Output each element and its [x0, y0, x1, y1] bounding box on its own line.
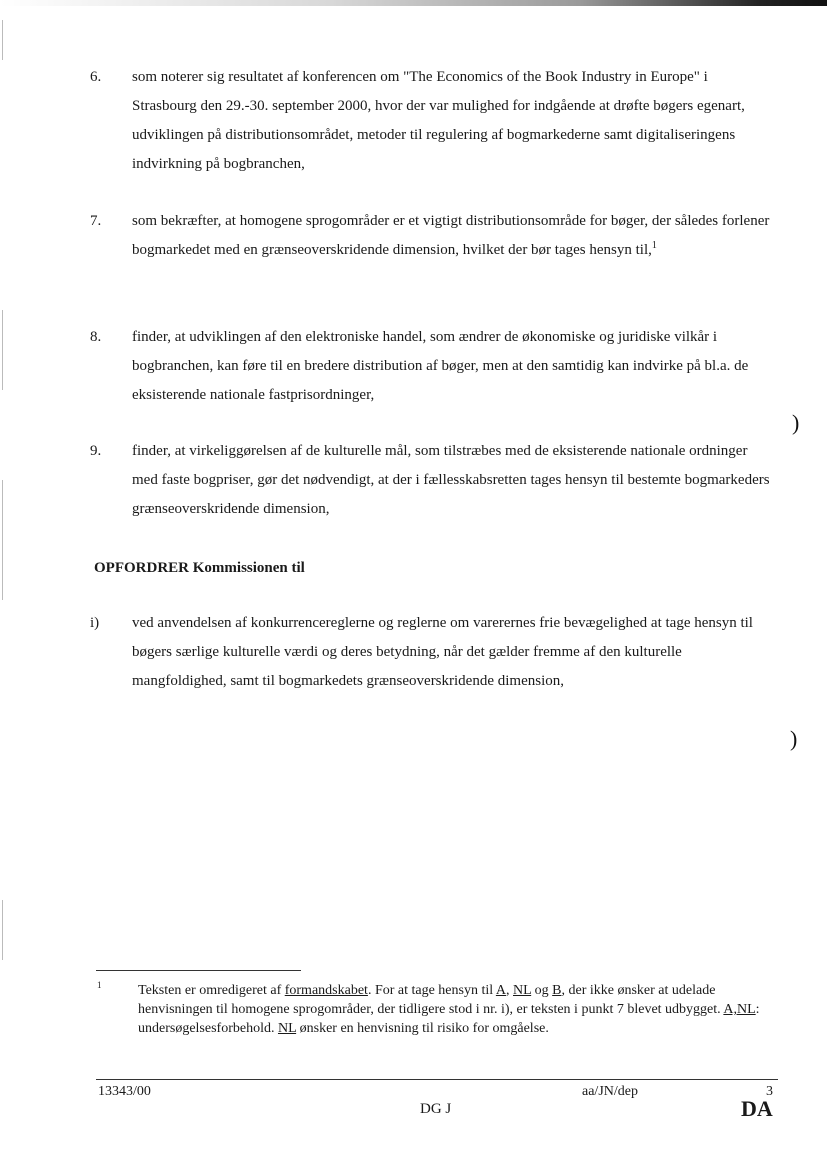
scan-edge-mark — [2, 310, 3, 390]
scan-edge-mark — [2, 20, 3, 60]
item-number: 6. — [90, 69, 102, 85]
document-number: 13343/00 — [98, 1084, 151, 1099]
underlined-term: NL — [277, 1021, 297, 1036]
item-number: 9. — [90, 443, 102, 459]
margin-mark: ) — [792, 410, 800, 435]
item-text — [132, 207, 772, 265]
item-text-body: som bekræfter, at homogene sprogområder er et vigtigt distributionsområde for bøger, der således forlener bogmarkedet med en grænseoverskridende dimension, hvilket der bør tages hensyn til, — [132, 213, 770, 258]
scan-edge-mark — [2, 480, 3, 600]
page-number: 3 — [766, 1084, 773, 1099]
item-text: finder, at udviklingen af den elektroniske handel, som ændrer de økonomiske og juridiske vilkår i bogbranchen, kan føre til en bredere distribution af bøger, men at den samtidig kan indvirke på bl.a. de eksisterende nationale fastprisordninger, — [132, 329, 749, 403]
underlined-term: formandskabet — [284, 983, 368, 998]
scan-edge-mark — [2, 900, 3, 960]
footnote-separator — [96, 970, 301, 971]
margin-mark: ) — [790, 726, 798, 751]
item-text: finder, at virkeliggørelsen af de kulturelle mål, som tilstræbes med de eksisterende nationale ordninger med faste bogpriser, gør det nødvendigt, at der i fællesskabsretten tages hensyn til bestemte bogmarkeders grænseoverskridende dimension, — [132, 443, 770, 517]
item-number: 7. — [90, 213, 102, 229]
section-heading: OPFORDRER Kommissionen til — [94, 560, 305, 576]
footnote-text: Teksten er omredigeret af formandskabet. For at tage hensyn til A, NL og B, der ikke ønsker at udelade henvisningen til homogene sprogområder, der tidligere stod i nr. i), er teksten i punkt 7 blevet udbygget. A,NL: undersøgelsesforbehold. NL ønsker en henvisning til risiko for omgåelse. — [138, 983, 760, 1036]
underlined-term: A,NL — [723, 1002, 756, 1017]
footnote-mark: 1 — [97, 980, 102, 990]
footnote-reference: 1 — [651, 240, 657, 251]
reference-code: aa/JN/dep — [582, 1084, 638, 1099]
underlined-term: NL — [513, 983, 532, 998]
scan-top-edge — [0, 0, 827, 6]
item-number: 8. — [90, 329, 102, 345]
language-code: DA — [741, 1096, 773, 1121]
underlined-term: A — [495, 983, 506, 998]
item-number: i) — [90, 615, 100, 631]
item-text: ved anvendelsen af konkurrencereglerne og reglerne om varerernes frie bevægelighed at tage hensyn til bøgers særlige kulturelle værdi og deres betydning, når det gælder fremme af den kulturelle mangfoldighed, samt til bogmarkedets grænseoverskridende dimension, — [132, 615, 753, 689]
underlined-term: B — [552, 983, 562, 998]
footer-rule — [96, 1079, 778, 1080]
item-text: som noterer sig resultatet af konferencen om "The Economics of the Book Industry in Europe" i Strasbourg den 29.-30. september 2000, hvor der var mulighed for indgående at drøfte bøgers egenart, udviklingen på distributionsområdet, metoder til regulering af bogmarkederne samt digitaliseringens indvirkning på bogbranchen, — [132, 69, 745, 172]
directorate: DG J — [420, 1101, 452, 1117]
